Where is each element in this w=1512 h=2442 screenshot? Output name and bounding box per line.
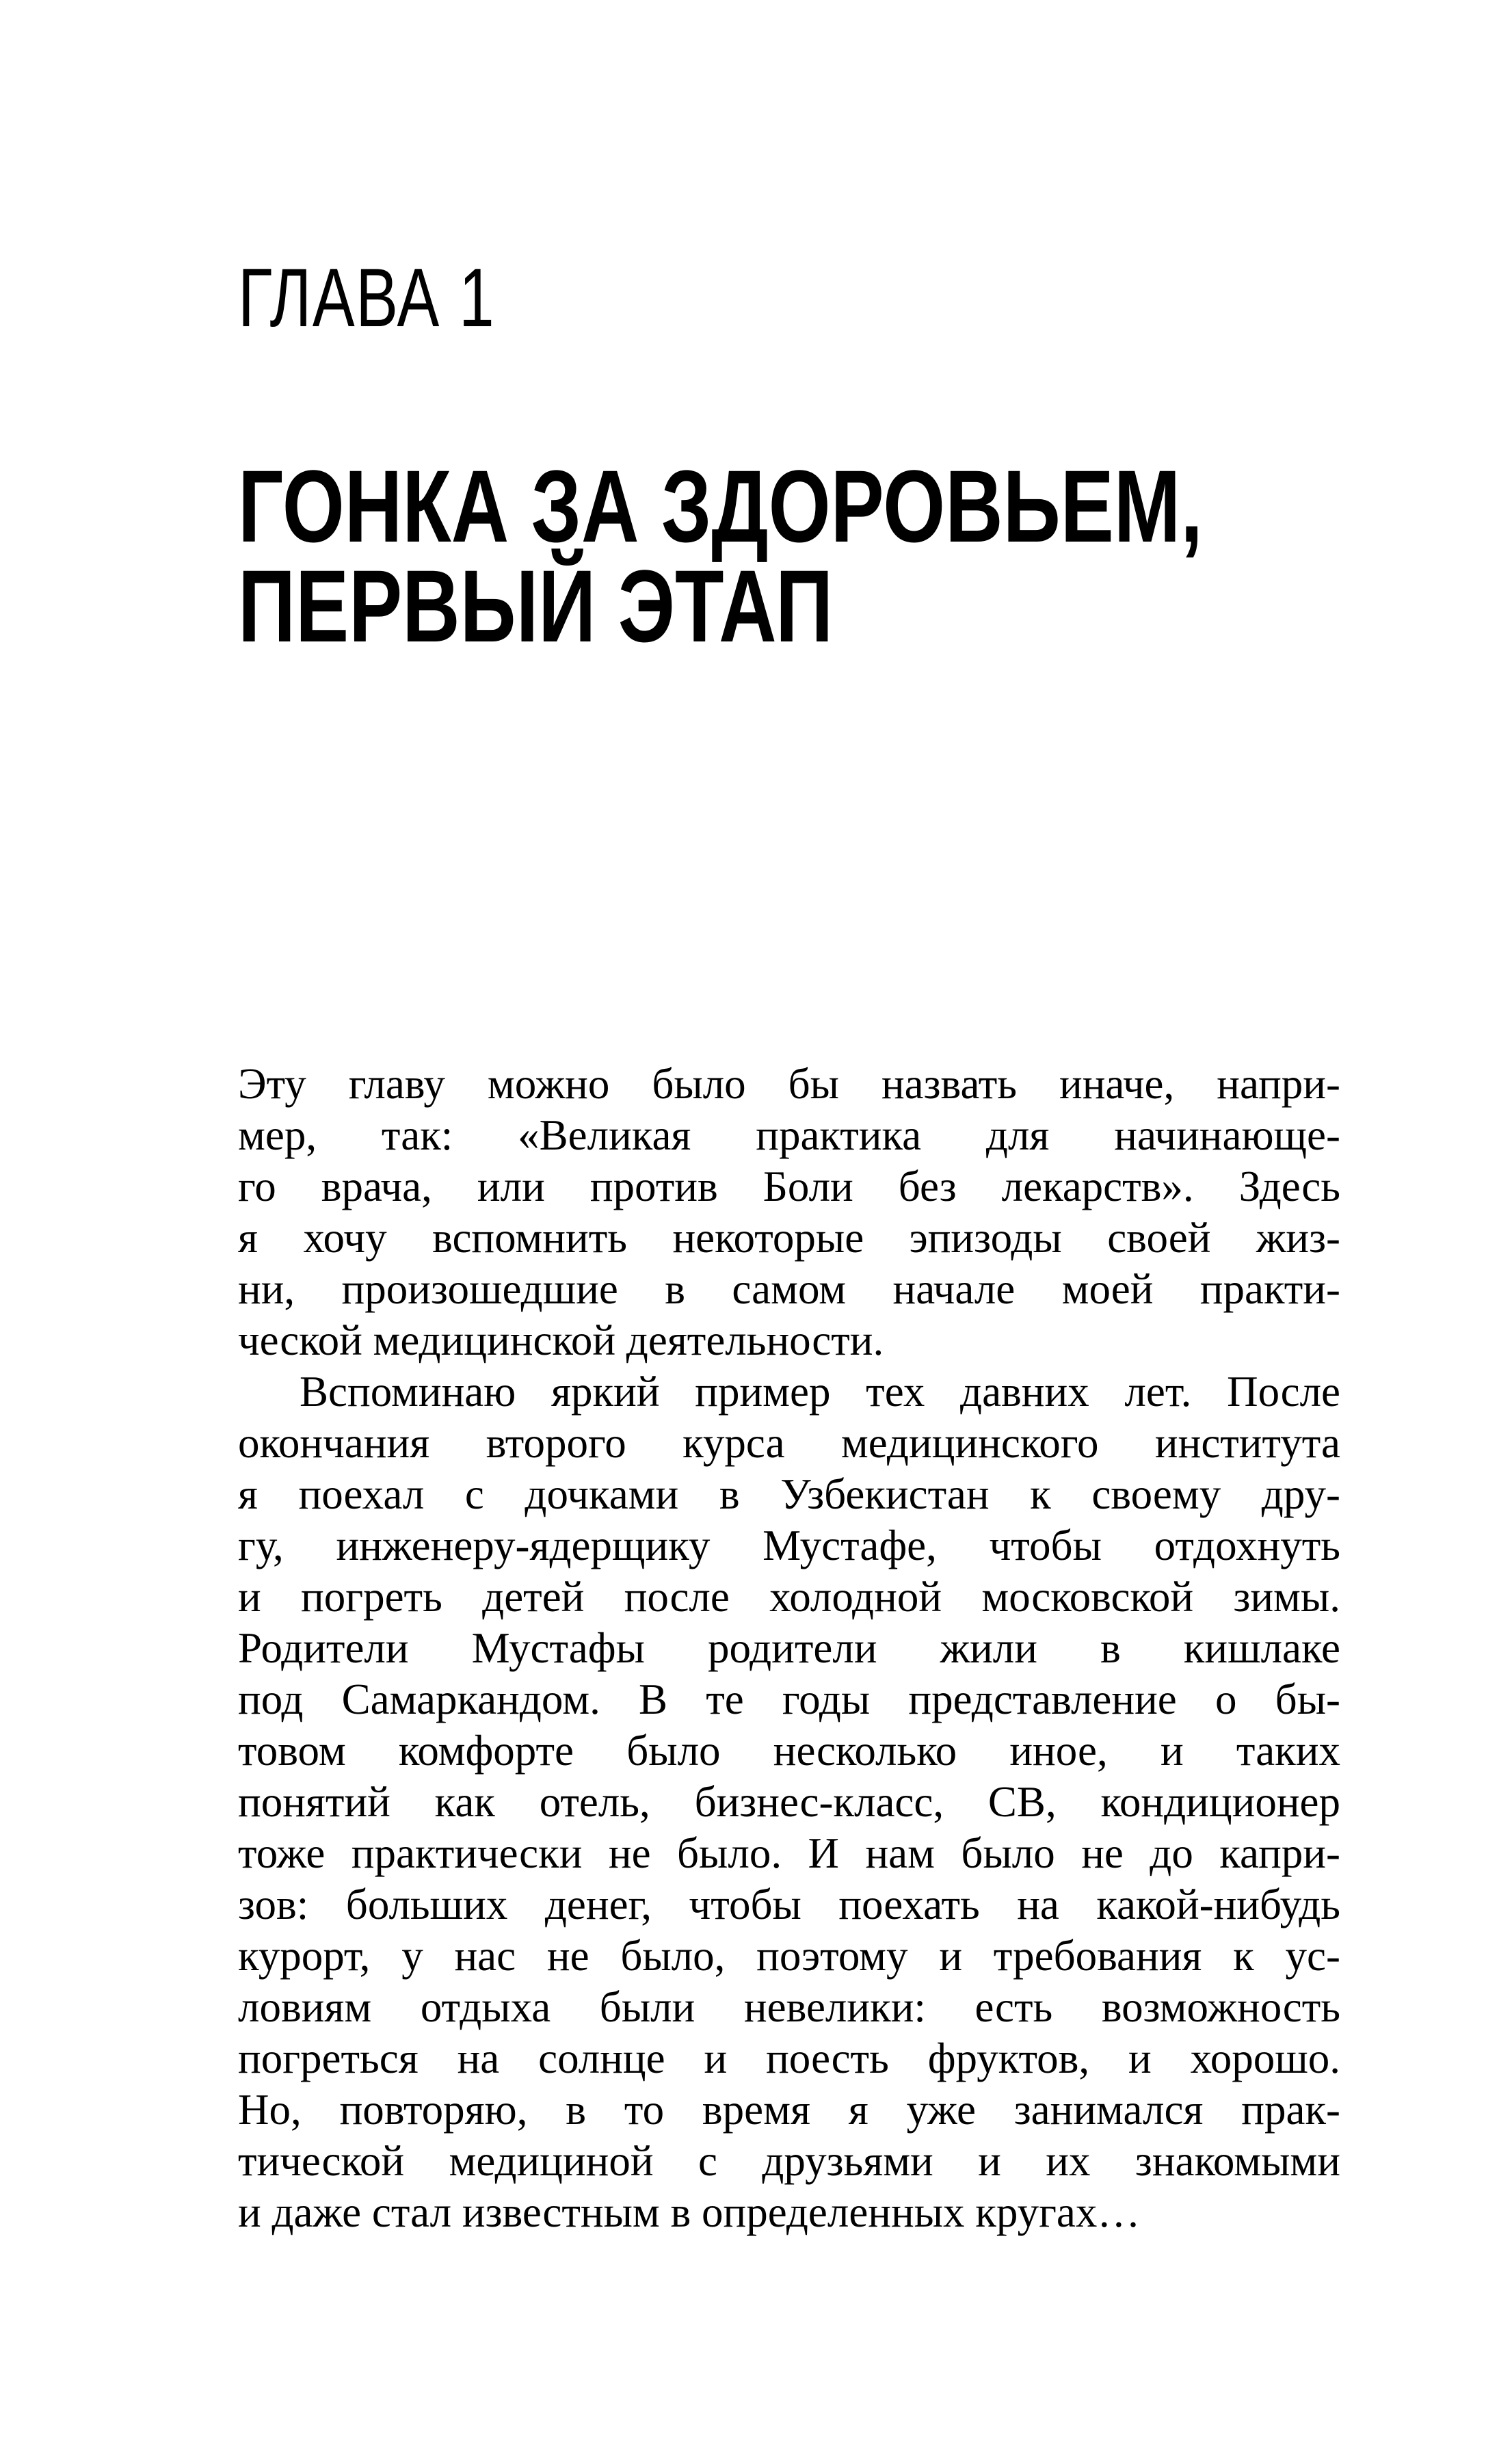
body-line: Эту главу можно было бы назвать иначе, напри- xyxy=(238,1060,1340,1108)
body-line: курорт, у нас не было, поэтому и требования к ус- xyxy=(238,1932,1340,1980)
chapter-label: ГЛАВА 1 xyxy=(238,251,496,344)
body-line: мер, так: «Великая практика для начинающе- xyxy=(238,1111,1340,1159)
body-line: Но, повторяю, в то время я уже занимался прак- xyxy=(238,2086,1340,2134)
body-line: Вспоминаю яркий пример тех давних лет. После xyxy=(300,1368,1340,1416)
body-line: под Самаркандом. В те годы представление о бы- xyxy=(238,1675,1340,1723)
body-line: тоже практически не было. И нам было не до капри- xyxy=(238,1829,1340,1877)
body-line: я поехал с дочками в Узбекистан к своему дру- xyxy=(238,1470,1340,1518)
body-line: гу, инженеру-ядерщику Мустафе, чтобы отдохнуть xyxy=(238,1522,1340,1569)
body-line: го врача, или против Боли без лекарств». Здесь xyxy=(238,1163,1340,1210)
body-line: ни, произошедшие в самом начале моей практи- xyxy=(238,1265,1340,1313)
chapter-title xyxy=(238,449,1203,663)
body-line: зов: больших денег, чтобы поехать на какой-нибудь xyxy=(238,1881,1340,1928)
body-line: и даже стал известным в определенных кругах… xyxy=(238,2188,1141,2236)
body-line: ловиям отдыха были невелики: есть возможность xyxy=(238,1983,1340,2031)
body-line: ческой медицинской деятельности. xyxy=(238,1316,884,1364)
body-line: Родители Мустафы родители жили в кишлаке xyxy=(238,1624,1340,1672)
body-line: и погреть детей после холодной московской зимы. xyxy=(238,1573,1340,1621)
body-line: окончания второго курса медицинского института xyxy=(238,1419,1340,1467)
body-line: тической медициной с друзьями и их знакомыми xyxy=(238,2137,1340,2185)
body-line: я хочу вспомнить некоторые эпизоды своей жиз- xyxy=(238,1214,1340,1262)
chapter-body xyxy=(238,1059,1340,2238)
chapter-title-line-2: ПЕРВЫЙ ЭТАП xyxy=(238,548,834,663)
body-line: понятий как отель, бизнес-класс, СВ, кондиционер xyxy=(238,1778,1340,1826)
chapter-title-line-1: ГОНКА ЗА ЗДОРОВЬЕМ, xyxy=(238,449,1203,563)
body-line: погреться на солнце и поесть фруктов, и хорошо. xyxy=(238,2034,1340,2082)
body-line: товом комфорте было несколько иное, и таких xyxy=(238,1727,1340,1775)
